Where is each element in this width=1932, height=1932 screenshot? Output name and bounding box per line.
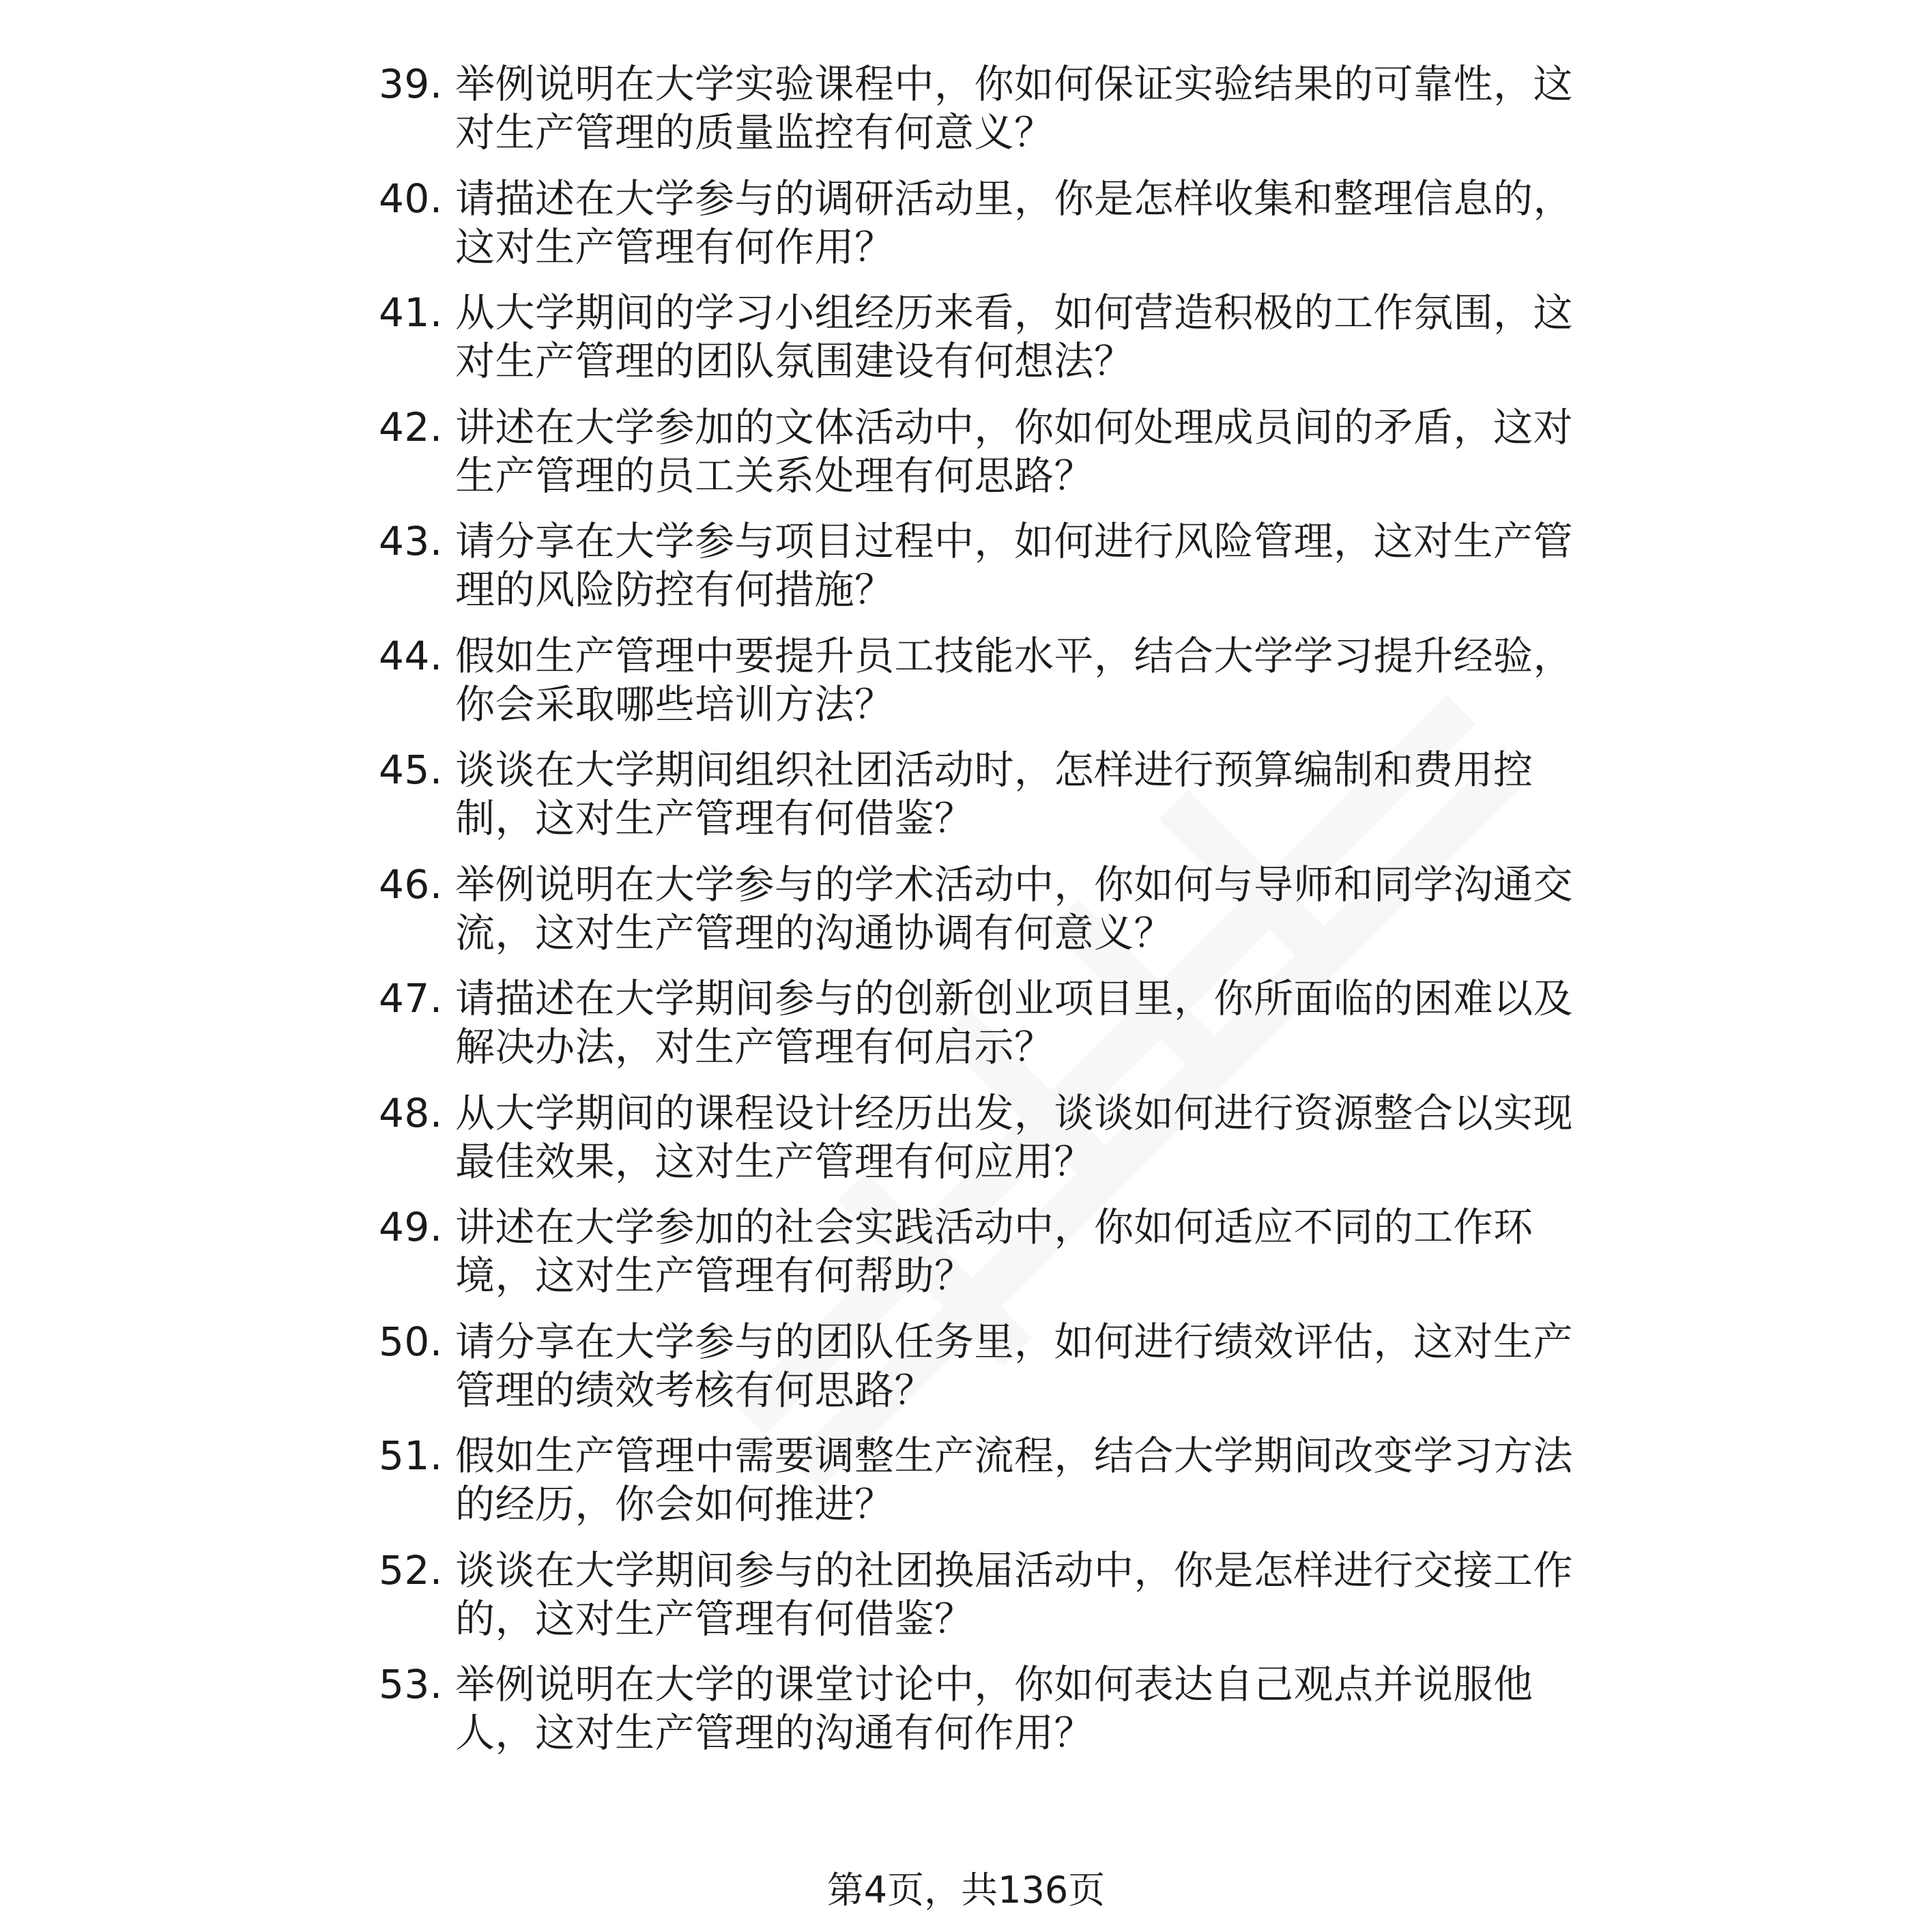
question-number: 43. — [379, 518, 443, 564]
question-text: 从大学期间的课程设计经历出发，谈谈如何进行资源整合以实现最佳效果，这对生产管理有何应用？ — [455, 1089, 1574, 1185]
list-item — [379, 1660, 1594, 1757]
question-number: 48. — [379, 1089, 443, 1136]
question-text: 讲述在大学参加的文体活动中，你如何处理成员间的矛盾，这对生产管理的员工关系处理有何思路？ — [455, 403, 1574, 499]
list-item — [379, 632, 1594, 729]
question-number: 44. — [379, 632, 443, 679]
question-text: 请描述在大学参与的调研活动里，你是怎样收集和整理信息的，这对生产管理有何作用？ — [455, 175, 1574, 270]
list-item — [379, 1432, 1594, 1529]
question-text: 假如生产管理中需要调整生产流程，结合大学期间改变学习方法的经历，你会如何推进？ — [455, 1432, 1574, 1527]
question-text: 举例说明在大学的课堂讨论中，你如何表达自己观点并说服他人，这对生产管理的沟通有何作用？ — [455, 1661, 1533, 1756]
list-item — [379, 60, 1594, 157]
question-number: 42. — [379, 403, 443, 450]
question-text: 举例说明在大学参与的学术活动中，你如何与导师和同学沟通交流，这对生产管理的沟通协调有何意义？ — [455, 861, 1574, 956]
list-item — [379, 1089, 1594, 1186]
question-number: 41. — [379, 289, 443, 336]
question-list — [379, 60, 1594, 1775]
page-number: 第4页，共136页 — [826, 1869, 1106, 1912]
question-number: 49. — [379, 1204, 443, 1250]
list-item — [379, 403, 1594, 500]
list-item — [379, 975, 1594, 1071]
question-number: 39. — [379, 61, 443, 107]
question-text: 谈谈在大学期间组织社团活动时，怎样进行预算编制和费用控制，这对生产管理有何借鉴？ — [455, 747, 1533, 841]
question-number: 47. — [379, 975, 443, 1022]
list-item — [379, 1546, 1594, 1643]
question-text: 请分享在大学参与的团队任务里，如何进行绩效评估，这对生产管理的绩效考核有何思路？ — [455, 1318, 1574, 1413]
question-text: 讲述在大学参加的社会实践活动中，你如何适应不同的工作环境，这对生产管理有何帮助？ — [455, 1204, 1533, 1299]
question-number: 51. — [379, 1432, 443, 1479]
list-item — [379, 517, 1594, 614]
list-item — [379, 289, 1594, 386]
question-number: 53. — [379, 1661, 443, 1707]
question-text: 请描述在大学期间参与的创新创业项目里，你所面临的困难以及解决办法，对生产管理有何启示？ — [455, 975, 1574, 1070]
list-item — [379, 1203, 1594, 1300]
question-text: 举例说明在大学实验课程中，你如何保证实验结果的可靠性，这对生产管理的质量监控有何意义？ — [455, 61, 1574, 156]
question-text: 假如生产管理中要提升员工技能水平，结合大学学习提升经验，你会采取哪些培训方法？ — [455, 632, 1574, 727]
question-number: 40. — [379, 175, 443, 222]
list-item — [379, 1318, 1594, 1415]
question-number: 45. — [379, 747, 443, 793]
list-item — [379, 861, 1594, 957]
question-text: 请分享在大学参与项目过程中，如何进行风险管理，这对生产管理的风险防控有何措施？ — [455, 518, 1574, 613]
question-text: 谈谈在大学期间参与的社团换届活动中，你是怎样进行交接工作的，这对生产管理有何借鉴？ — [455, 1546, 1574, 1642]
question-number: 52. — [379, 1546, 443, 1594]
list-item — [379, 746, 1594, 843]
question-number: 46. — [379, 861, 443, 908]
list-item — [379, 175, 1594, 272]
question-text: 从大学期间的学习小组经历来看，如何营造积极的工作氛围，这对生产管理的团队氛围建设有何想法？ — [455, 289, 1574, 384]
question-number: 50. — [379, 1318, 443, 1365]
